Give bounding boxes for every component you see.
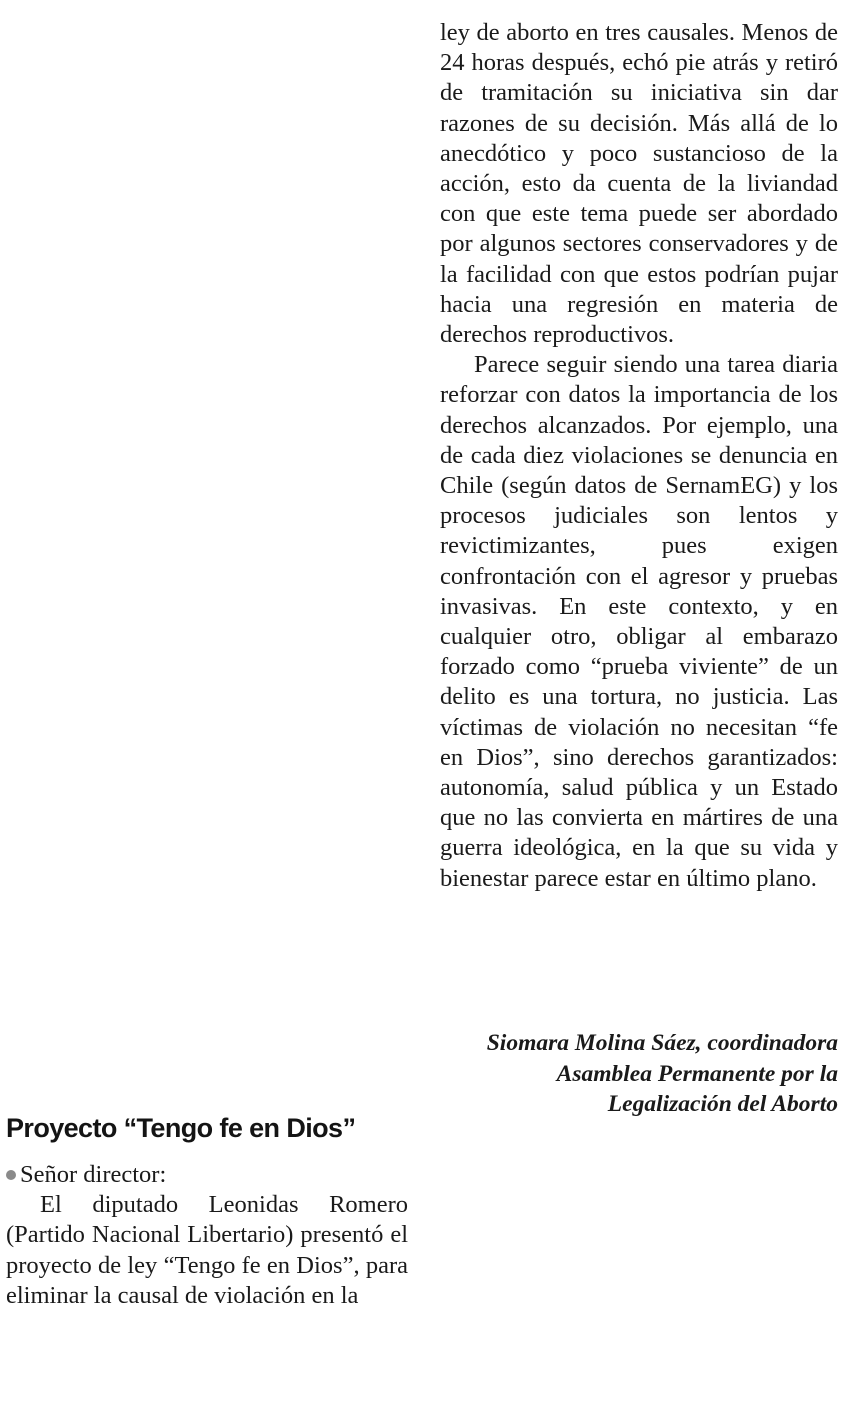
letter-body-continued (440, 18, 838, 894)
paragraph-second: Parece seguir siendo una tarea diaria reforzar con datos la importancia de los derechos alcanzados. Por ejemplo, una de cada diez violaciones se denuncia en Chile (según datos de SernamEG) y los procesos judiciales son lentos y revictimizantes, pues exigen confrontación con el agresor y pruebas invasivas. En este contexto, y en cualquier otro, obligar al embarazo forzado como “prueba viviente” de un delito es una tortura, no justicia. Las víctimas de violación no necesitan “fe en Dios”, sino derechos garantizados: autonomía, salud pública y un Estado que no las convierta en mártires de una guerra ideológica, en la que su vida y bienestar parece estar en último plano. (440, 351, 838, 892)
salutation-text: Señor director: (20, 1161, 167, 1188)
bullet-icon (6, 1170, 16, 1180)
paragraph-continued: ley de aborto en tres causales. Menos de 24 horas después, echó pie atrás y retiró de tramitación su iniciativa sin dar razones de su decisión. Más allá de lo anecdótico y poco sustancioso de la acción, esto da cuenta de la liviandad con que este tema puede ser abordado por algunos sectores conservadores y de la facilidad con que estos podrían pujar hacia una regresión en materia de derechos reproductivos. (440, 19, 838, 349)
paragraph-first: El diputado Leonidas Romero (Partido Nacional Libertario) presentó el proyecto de ley “Tengo fe en Dios”, para eliminar la causal de violación en la (6, 1191, 408, 1309)
salutation-line (6, 1160, 408, 1190)
letter-headline: Proyecto “Tengo fe en Dios” (6, 1113, 356, 1143)
letter-signature: Siomara Molina Sáez, coordinadora Asamblea Permanente por la Legalización del Aborto (486, 1030, 838, 1117)
letter-body-start (6, 1160, 408, 1311)
